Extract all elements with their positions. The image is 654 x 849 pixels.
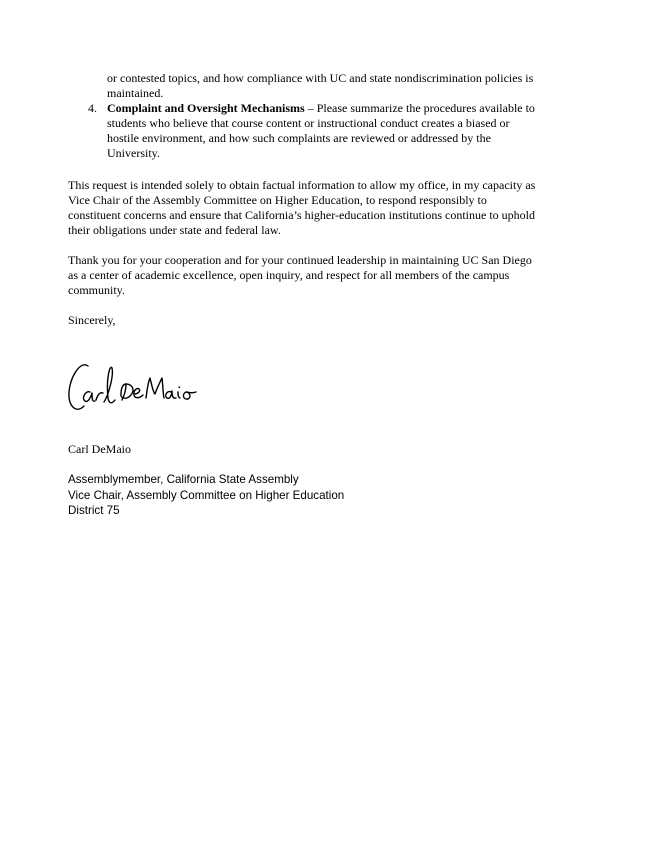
text-line: [107, 101, 587, 116]
text-line: their obligations under state and federal law.: [68, 223, 281, 237]
text-line: constituent concerns and ensure that California’s higher-education institutions continue to uphold: [68, 208, 535, 222]
closing-salutation: Sincerely,: [68, 313, 116, 327]
text-line: maintained.: [107, 86, 164, 100]
text-run: Please summarize the procedures available to: [316, 101, 535, 115]
list-item-body: [107, 101, 587, 161]
signer-title-line: Vice Chair, Assembly Committee on Higher Education: [68, 488, 345, 502]
text-line: This request is intended solely to obtain factual information to allow my office, in my capacity as: [68, 178, 536, 192]
list-number: 4.: [88, 101, 97, 115]
text-line: community.: [68, 283, 125, 297]
list-item-3-continuation: [107, 71, 587, 101]
text-line: students who believe that course content or instructional conduct creates a biased or: [107, 116, 510, 130]
signer-title-line: District 75: [68, 504, 120, 517]
handwritten-signature: [66, 356, 216, 418]
heading-separator: –: [304, 101, 317, 115]
text-line: as a center of academic excellence, open inquiry, and respect for all members of the campus: [68, 268, 510, 282]
text-line: Vice Chair of the Assembly Committee on Higher Education, to respond responsibly to: [68, 193, 487, 207]
paragraph-purpose: [68, 178, 588, 238]
paragraph-thanks: [68, 253, 588, 298]
signer-titles: [68, 472, 468, 519]
text-line: Thank you for your cooperation and for your continued leadership in maintaining UC San Diego: [68, 253, 532, 267]
signer-name: Carl DeMaio: [68, 442, 131, 456]
text-line: or contested topics, and how compliance with UC and state nondiscrimination policies is: [107, 71, 534, 85]
text-line: hostile environment, and how such complaints are reviewed or addressed by the: [107, 131, 491, 145]
signer-title-line: Assemblymember, California State Assembly: [68, 473, 299, 486]
list-item-heading: Complaint and Oversight Mechanisms: [107, 101, 305, 115]
text-line: University.: [107, 146, 160, 160]
